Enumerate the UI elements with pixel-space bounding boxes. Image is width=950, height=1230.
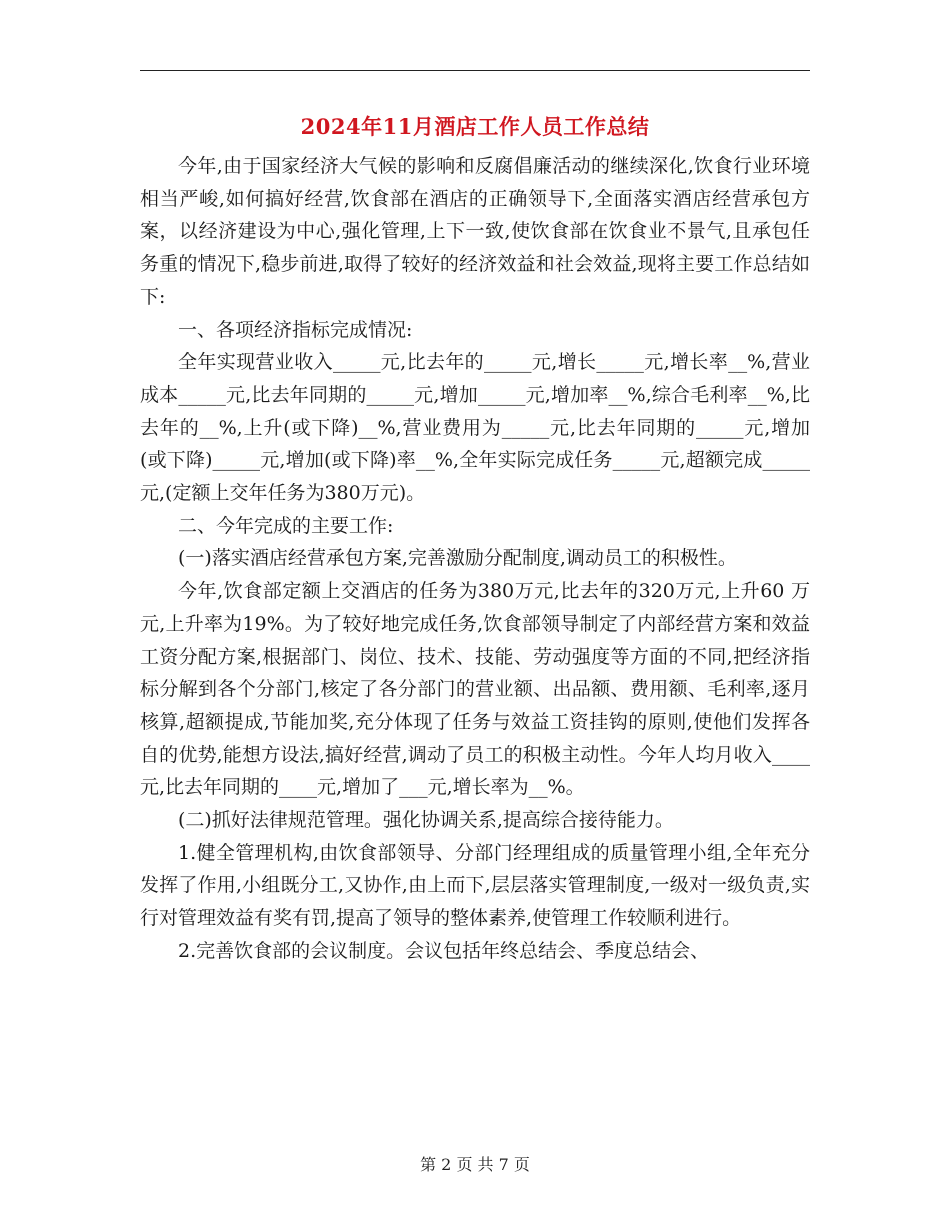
management-item-2: 2.完善饮食部的会议制度。会议包括年终总结会、季度总结会、 <box>178 939 710 962</box>
intro-paragraph: 今年,由于国家经济大气候的影响和反腐倡廉活动的继续深化,饮食行业环境相当严峻,如何搞好经营,饮食部在酒店的正确领导下,全面落实酒店经营承包方案，以经济建设为中心,强化管理,上下一致,使饮食部在饮食业不景气,且承包任务重的情况下,稳步前进,取得了较好的经济效益和社会效益,现将主要工作总结如下: <box>140 155 810 308</box>
header-rule <box>140 70 810 71</box>
document-body <box>140 150 810 968</box>
section-heading-2: 二、今年完成的主要工作: <box>178 514 394 537</box>
section-heading-1: 一、各项经济指标完成情况: <box>178 318 413 341</box>
management-item-1: 1.健全管理机构,由饮食部领导、分部门经理组成的质量管理小组,全年充分发挥了作用,小组既分工,又协作,由上而下,层层落实管理制度,一级对一级负责,实行对管理效益有奖有罚,提高了领导的整体素养,使管理工作较顺利进行。 <box>140 841 810 930</box>
page-number: 第 2 页 共 7 页 <box>420 1155 530 1174</box>
task-paragraph: 今年,饮食部定额上交酒店的任务为380万元,比去年的320万元,上升60 万元,上升率为19%。为了较好地完成任务,饮食部领导制定了内部经营方案和效益工资分配方案,根据部门、岗位、技术、技能、劳动强度等方面的不同,把经济指标分解到各个分部门,核定了各分部门的营业额、出品额、费用额、毛利率,逐月核算,超额提成,节能加奖,充分体现了任务与效益工资挂钩的原则,使他们发挥各自的优势,能想方设法,搞好经营,调动了员工的积极主动性。今年人均月收入____元,比去年同期的____元,增加了___元,增长率为__%。 <box>140 580 810 799</box>
indicators-paragraph: 全年实现营业收入_____元,比去年的_____元,增长_____元,增长率__%,营业成本_____元,比去年同期的_____元,增加_____元,增加率__%,综合毛利率__%,比去年的__%,上升(或下降)__%,营业费用为_____元,比去年同期的_____元,增加(或下降)_____元,增加(或下降)率__%,全年实际完成任务_____元,超额完成_____元,(定额上交年任务为380万元)。 <box>140 351 810 505</box>
subsection-heading-1: (一)落实酒店经营承包方案,完善激励分配制度,调动员工的积极性。 <box>178 547 737 570</box>
subsection-heading-2: (二)抓好法律规范管理。强化协调关系,提高综合接待能力。 <box>178 809 674 832</box>
document-title: 2024年11月酒店工作人员工作总结 <box>300 114 650 139</box>
